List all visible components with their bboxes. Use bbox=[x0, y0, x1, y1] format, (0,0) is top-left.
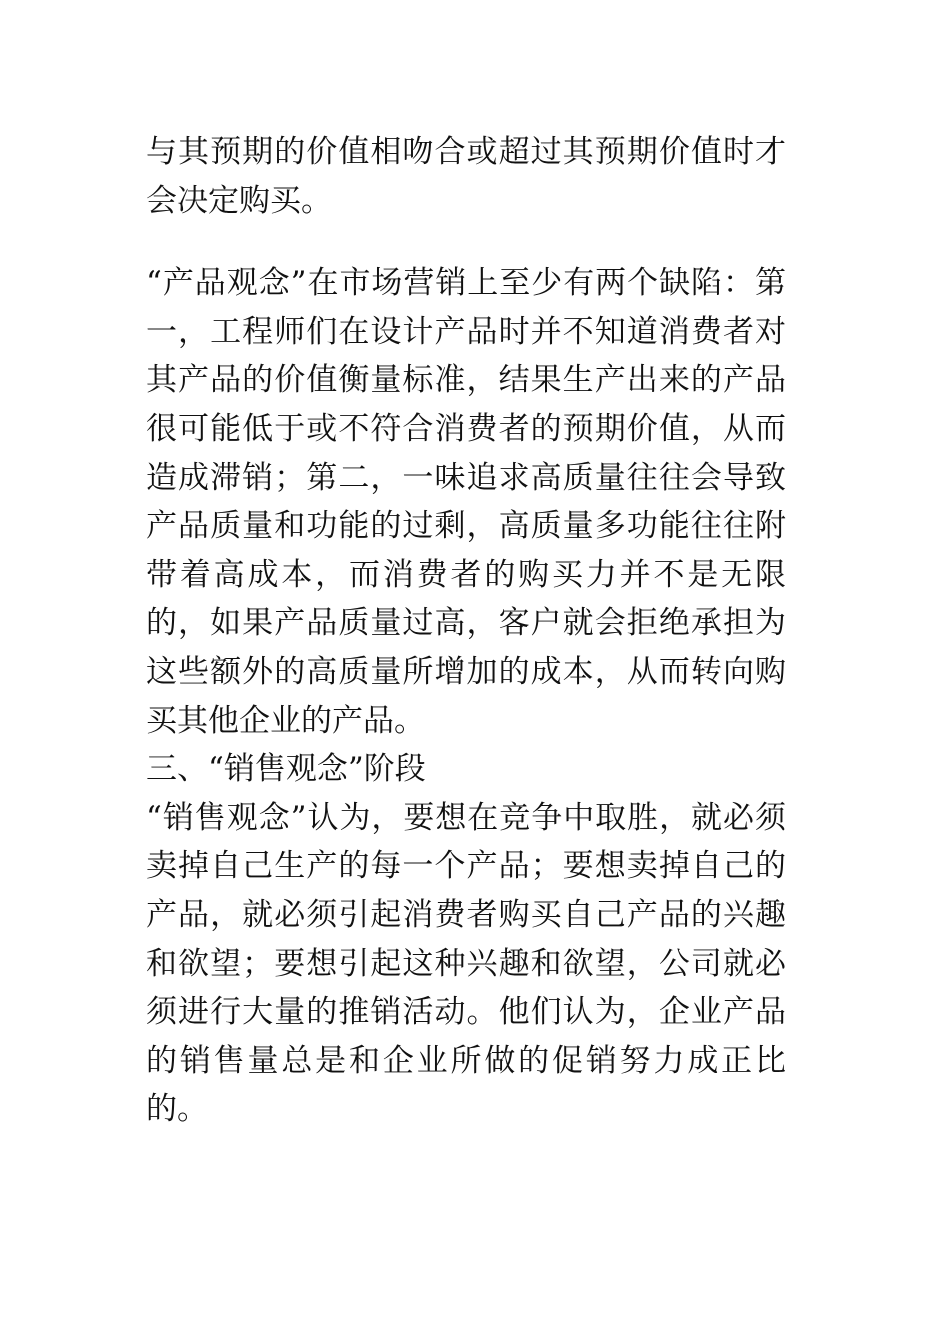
paragraph-product-concept: “产品观念”在市场营销上至少有两个缺陷：第一，工程师们在设计产品时并不知道消费者对其产品的价值衡量标准，结果生产出来的产品很可能低于或不符合消费者的预期价值，从而造成滞销；第二，一味追求高质量往往会导致产品质量和功能的过剩，高质量多功能往往附带着高成本，而消费者的购买力并不是无限的，如果产品质量过高，客户就会拒绝承担为这些额外的高质量所增加的成本，从而转向购买其他企业的产品。 bbox=[146, 265, 786, 739]
paragraph-continuation: 与其预期的价值相吻合或超过其预期价值时才会决定购买。 bbox=[146, 134, 786, 219]
paragraph-sales-concept: “销售观念”认为，要想在竞争中取胜，就必须卖掉自己生产的每一个产品；要想卖掉自己的产品，就必须引起消费者购买自己产品的兴趣和欲望；要想引起这种兴趣和欲望，公司就必须进行大量的推销活动。他们认为，企业产品的销售量总是和企业所做的促销努力成正比的。 bbox=[146, 799, 786, 1128]
section-heading-sales-concept: 三、“销售观念”阶段 bbox=[146, 751, 426, 788]
document-body bbox=[146, 128, 786, 1134]
